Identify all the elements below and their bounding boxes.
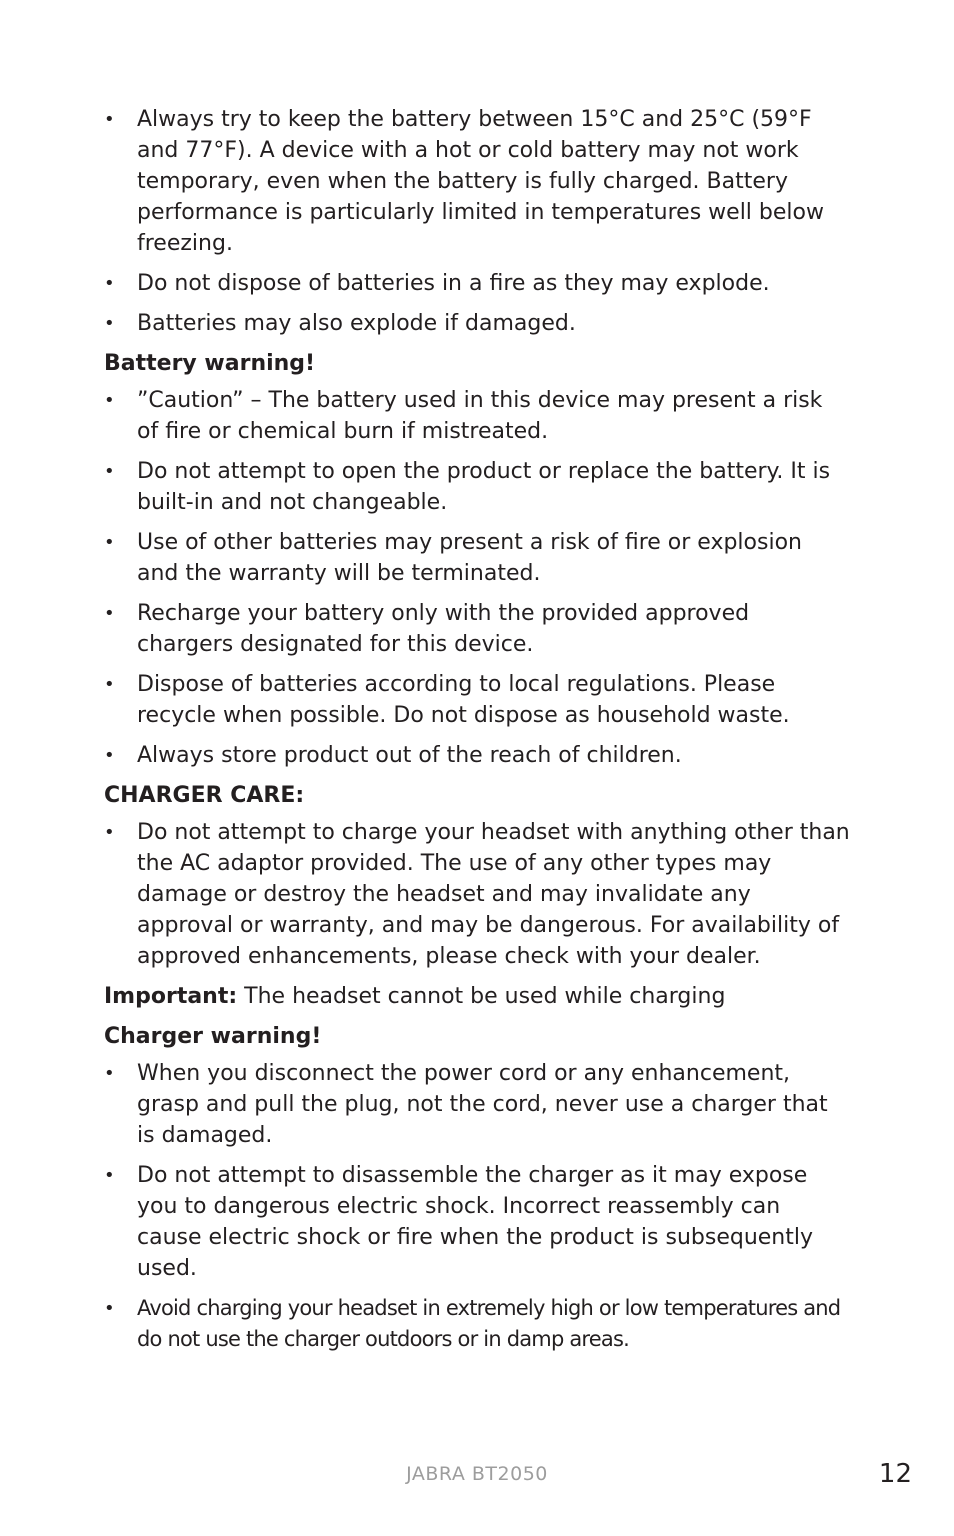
page-content	[104, 104, 850, 1364]
charger-warning-heading: Charger warning!	[104, 1024, 322, 1049]
list-item	[104, 385, 850, 447]
list-item	[104, 527, 850, 589]
bullet-icon: •	[104, 1063, 115, 1084]
list-item-text: Always store product out of the reach of children.	[137, 743, 682, 768]
bullet-icon: •	[104, 745, 115, 766]
bullet-icon: •	[104, 1165, 115, 1186]
list-item	[104, 1293, 850, 1355]
list-item	[104, 817, 850, 972]
list-item	[104, 1160, 850, 1284]
charger-care-heading: CHARGER CARE:	[104, 783, 305, 808]
list-item	[104, 598, 850, 660]
bullet-icon: •	[104, 273, 115, 294]
footer-brand: JABRA BT2050	[406, 1463, 548, 1485]
list-item-text: Do not dispose of batteries in a fire as they may explode.	[137, 271, 770, 296]
charger-care-list	[104, 817, 850, 972]
list-item-text: Avoid charging your headset in extremely high or low temperatures and do not use the charger outdoors or in damp areas.	[137, 1296, 841, 1351]
page-number: 12	[878, 1459, 912, 1489]
list-item	[104, 104, 850, 259]
important-label: Important:	[104, 984, 238, 1009]
bullet-icon: •	[104, 532, 115, 553]
battery-warning-heading: Battery warning!	[104, 351, 316, 376]
charger-warning-list	[104, 1058, 850, 1355]
bullet-icon: •	[104, 109, 115, 130]
list-item	[104, 308, 850, 339]
list-item-text: Do not attempt to open the product or replace the battery. It is built-in and not changeable.	[137, 459, 831, 515]
list-item-text: ”Caution” – The battery used in this device may present a risk of fire or chemical burn if mistreated.	[137, 388, 823, 444]
list-item	[104, 456, 850, 518]
list-item	[104, 740, 850, 771]
bullet-icon: •	[104, 390, 115, 411]
list-item-text: Dispose of batteries according to local regulations. Please recycle when possible. Do not dispose as household waste.	[137, 672, 790, 728]
bullet-icon: •	[104, 461, 115, 482]
list-item-text: When you disconnect the power cord or any enhancement, grasp and pull the plug, not the cord, never use a charger that is damaged.	[137, 1061, 828, 1148]
list-item	[104, 669, 850, 731]
bullet-icon: •	[104, 603, 115, 624]
bullet-icon: •	[104, 822, 115, 843]
important-note	[104, 981, 850, 1012]
bullet-icon: •	[104, 674, 115, 695]
important-text: The headset cannot be used while charging	[237, 984, 726, 1009]
list-item	[104, 268, 850, 299]
list-item-text: Batteries may also explode if damaged.	[137, 311, 576, 336]
list-item-text: Use of other batteries may present a risk of fire or explosion and the warranty will be terminated.	[137, 530, 802, 586]
list-item-text: Always try to keep the battery between 15°C and 25°C (59°F and 77°F). A device with a hot or cold battery may not work temporary, even when the battery is fully charged. Battery performance is particularly limited in temperatures well below freezing.	[137, 107, 824, 256]
list-item-text: Do not attempt to disassemble the charger as it may expose you to dangerous electric shock. Incorrect reassembly can cause electric shock or fire when the product is subsequently used.	[137, 1163, 813, 1281]
battery-care-list	[104, 104, 850, 339]
bullet-icon: •	[104, 313, 115, 334]
bullet-icon: •	[104, 1298, 115, 1319]
list-item-text: Do not attempt to charge your headset with anything other than the AC adaptor provided. The use of any other types may damage or destroy the headset and may invalidate any approval or warranty, and may be dangerous. For availability of approved enhancements, please check with your dealer.	[137, 820, 850, 969]
battery-warning-list	[104, 385, 850, 771]
list-item	[104, 1058, 850, 1151]
list-item-text: Recharge your battery only with the provided approved chargers designated for this device.	[137, 601, 750, 657]
